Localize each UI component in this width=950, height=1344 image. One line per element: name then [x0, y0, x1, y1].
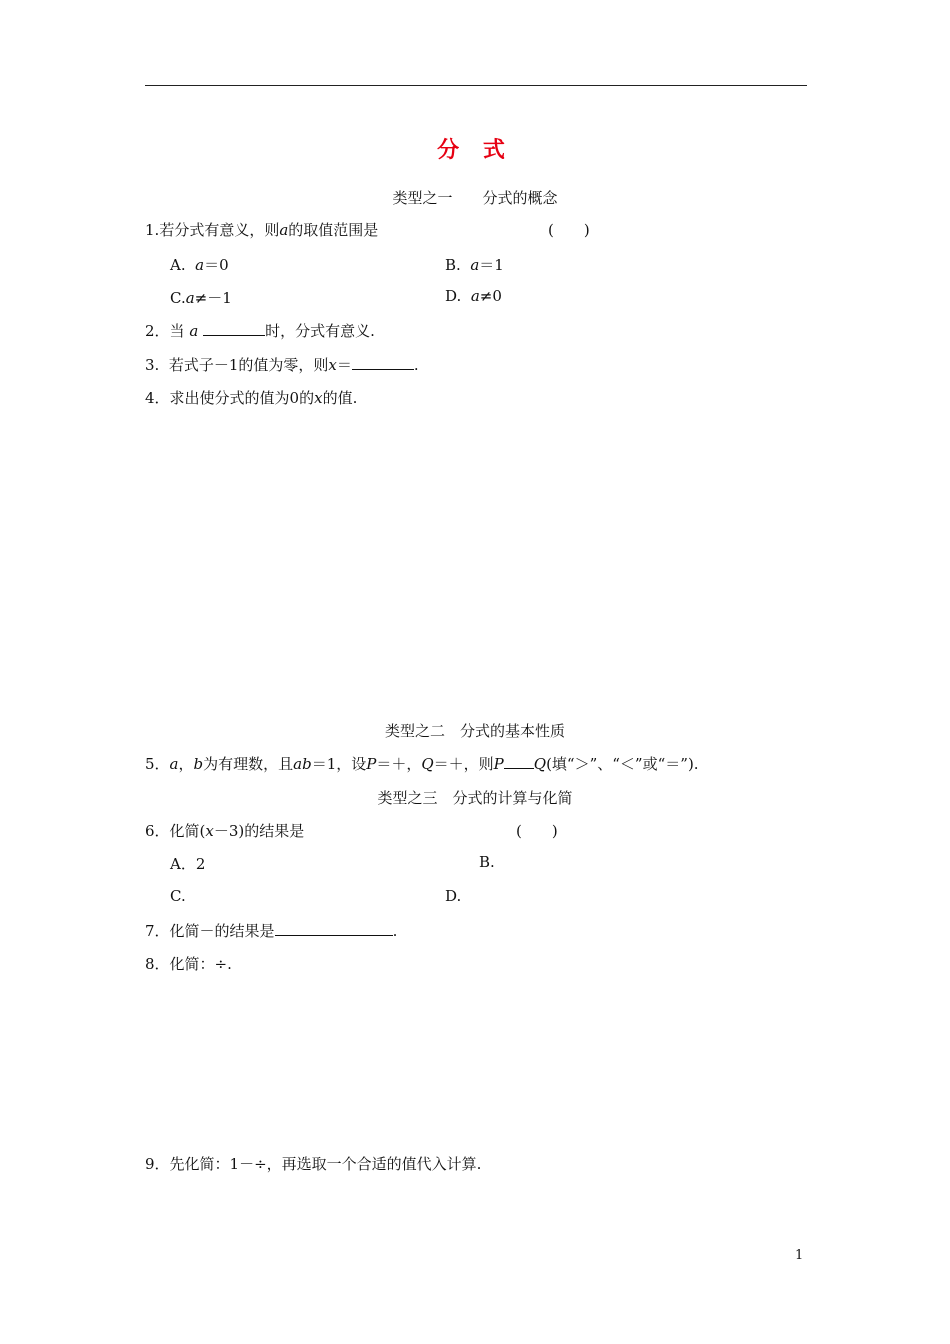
option-a: A．2	[170, 855, 206, 873]
question-9: 9．先化简：1－÷，再选取一个合适的值代入计算.	[145, 1155, 482, 1173]
answer-blank[interactable]	[203, 321, 265, 336]
question-5: 5．a，b为有理数，且ab＝1，设P＝＋，Q＝＋，则P Q(填“＞”、“＜”或“＝”).	[145, 755, 699, 773]
section-heading-3: 类型之三 分式的计算与化简	[377, 789, 573, 807]
section-heading-1: 类型之一 分式的概念	[392, 189, 558, 207]
question-4: 4．求出使分式的值为0的x的值.	[145, 389, 358, 407]
option-a: A. a＝0	[170, 256, 229, 274]
option-b: B.	[479, 853, 495, 871]
answer-paren: ( )	[548, 221, 590, 239]
question-3: 3. 若式子－1的值为零，则x＝ .	[145, 356, 419, 374]
section-heading-2: 类型之二 分式的基本性质	[384, 722, 565, 740]
option-d: D. a≠0	[445, 287, 502, 305]
answer-blank[interactable]	[352, 355, 414, 370]
answer-paren: ( )	[516, 822, 558, 840]
option-c: C.a≠－1	[170, 289, 232, 307]
question-6: 6．化简(x－3)的结果是	[145, 822, 305, 840]
question-8: 8．化简：÷.	[145, 955, 232, 973]
option-c: C.	[170, 887, 186, 905]
option-d: D.	[445, 887, 462, 905]
answer-blank[interactable]	[504, 754, 534, 769]
question-1: 1.若分式有意义，则a的取值范围是	[145, 221, 379, 239]
question-2: 2．当 a 时，分式有意义.	[145, 322, 375, 340]
answer-blank[interactable]	[275, 921, 393, 936]
option-b: B. a＝1	[445, 256, 504, 274]
page-number: 1	[795, 1248, 804, 1263]
question-7: 7．化简－的结果是 .	[145, 922, 398, 940]
header-rule	[145, 85, 807, 86]
page-title: 分 式	[437, 137, 513, 163]
